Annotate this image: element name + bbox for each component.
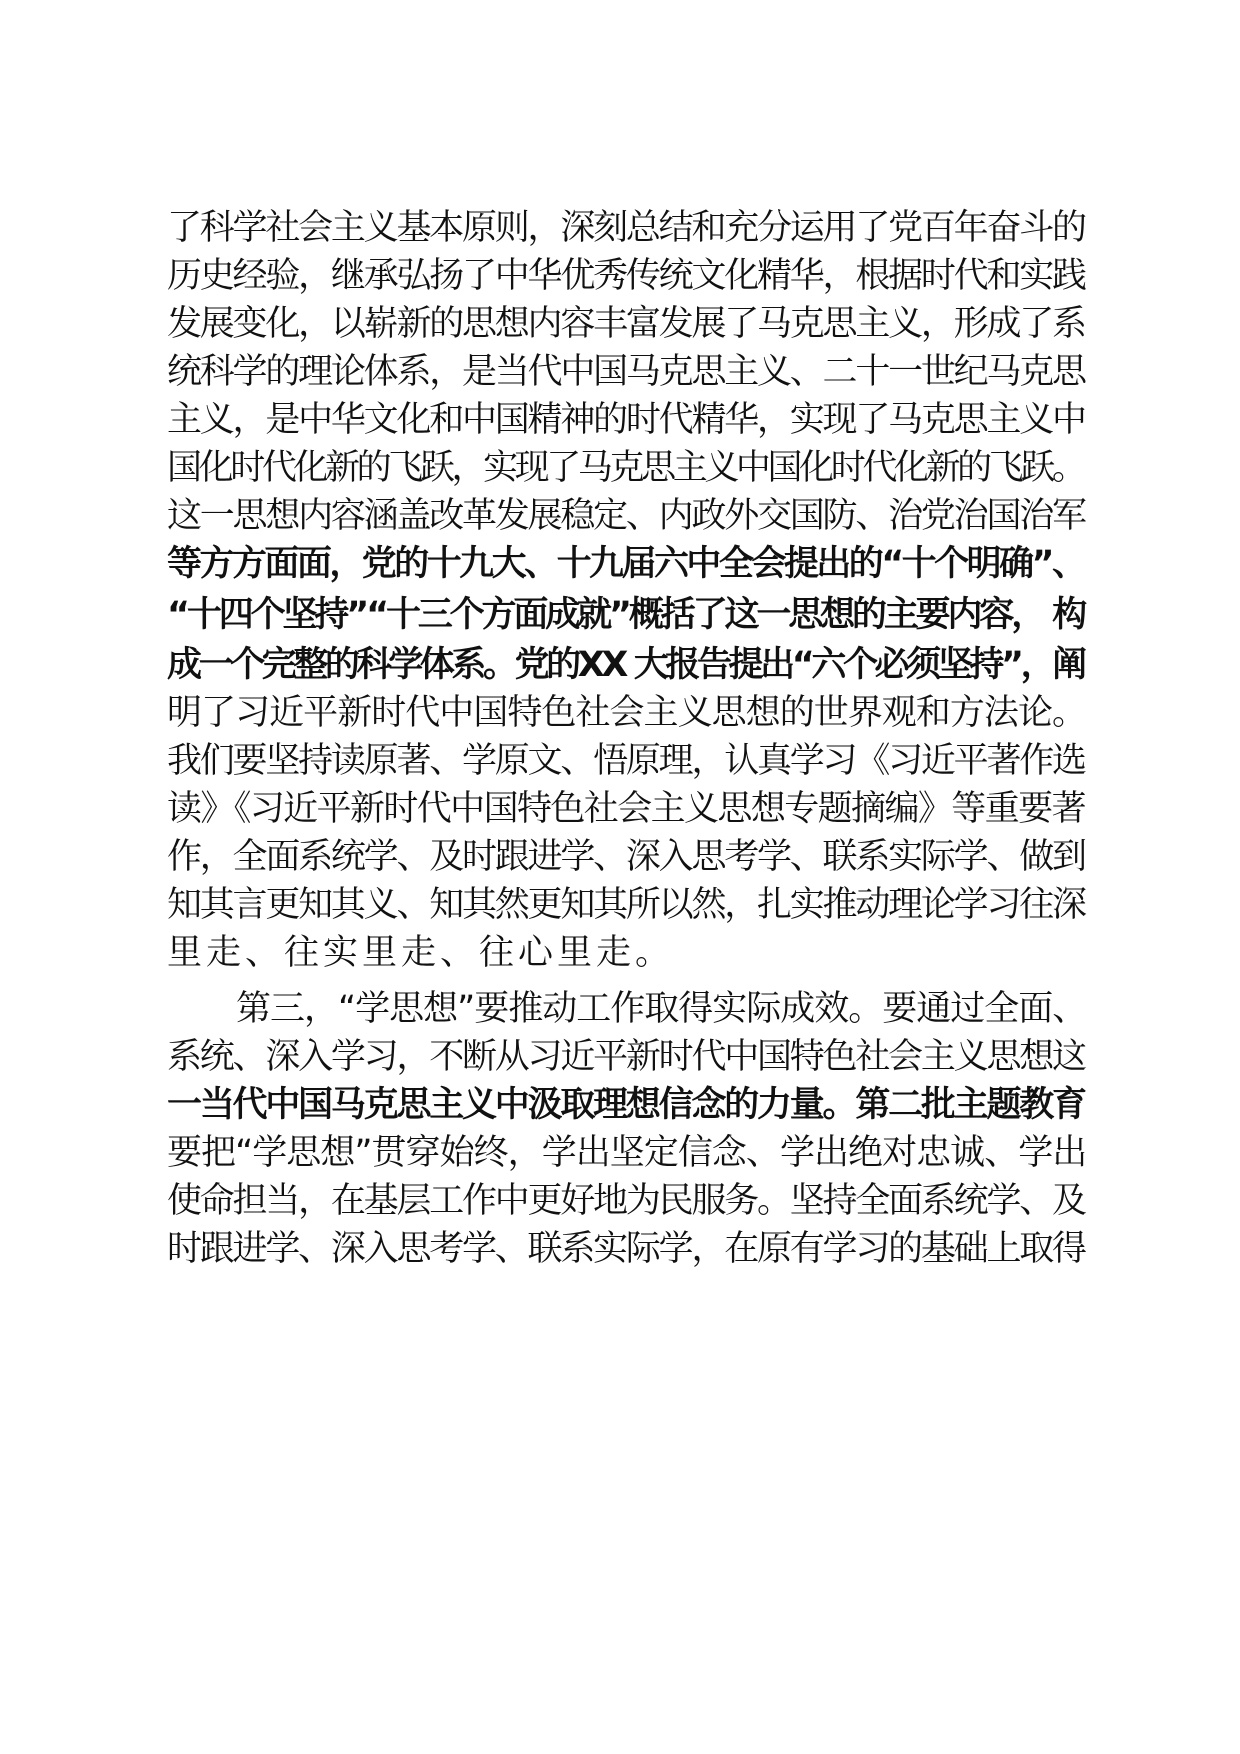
text-line: 了科学社会主义基本原则，深刻总结和充分运用了党百年奋斗的 bbox=[167, 208, 1085, 248]
text-line: 里走、往实里走、往心里走。 bbox=[167, 933, 675, 973]
text-line: 读》《习近平新时代中国特色社会主义思想专题摘编》等重要著 bbox=[167, 789, 1085, 829]
text-line: 作，全面系统学、及时跟进学、深入思考学、联系实际学、做到 bbox=[167, 837, 1085, 877]
text-line: 统科学的理论体系，是当代中国马克思主义、二十一世纪马克思 bbox=[167, 352, 1085, 392]
text-line: 我们要坚持读原著、学原文、悟原理，认真学习《习近平著作选 bbox=[167, 741, 1085, 781]
text-line: 时跟进学、深入思考学、联系实际学，在原有学习的基础上取得 bbox=[167, 1229, 1085, 1269]
text-line: 国化时代化新的飞跃，实现了马克思主义中国化时代化新的飞跃。 bbox=[167, 448, 1084, 488]
text-line: “十四个坚持”“十三个方面成就”概括了这一思想的主要内容， 构 bbox=[167, 595, 1085, 635]
text-line: 发展变化，以崭新的思想内容丰富发展了马克思主义，形成了系 bbox=[167, 304, 1085, 344]
text-line: 要把“学思想”贯穿始终，学出坚定信念、学出绝对忠诚、学出 bbox=[167, 1133, 1087, 1173]
text-line: 一当代中国马克思主义中汲取理想信念的力量。第二批主题教育 bbox=[167, 1085, 1085, 1125]
text-line: 系统、深入学习，不断从习近平新时代中国特色社会主义思想这 bbox=[167, 1037, 1085, 1077]
text-line: 知其言更知其义、知其然更知其所以然，扎实推动理论学习往深 bbox=[167, 885, 1085, 925]
text-line: 使命担当，在基层工作中更好地为民服务。坚持全面系统学、及 bbox=[167, 1181, 1085, 1221]
text-line: 明了习近平新时代中国特色社会主义思想的世界观和方法论。 bbox=[167, 693, 1087, 733]
text-line: 主义，是中华文化和中国精神的时代精华，实现了马克思主义中 bbox=[167, 400, 1085, 440]
text-line: 等方方面面，党的十九大、十九届六中全会提出的“十个明确”、 bbox=[167, 544, 1085, 584]
text-line: 这一思想内容涵盖改革发展稳定、内政外交国防、治党治国治军 bbox=[167, 496, 1085, 536]
paragraph-first-line: 第三，“学思想”要推动工作取得实际成效。要通过全面、 bbox=[236, 989, 1087, 1029]
text-line: 历史经验，继承弘扬了中华优秀传统文化精华，根据时代和实践 bbox=[167, 256, 1085, 296]
text-line: 成一个完整的科学体系。党的XX 大报告提出“六个必须坚持”，阐 bbox=[167, 645, 1084, 685]
